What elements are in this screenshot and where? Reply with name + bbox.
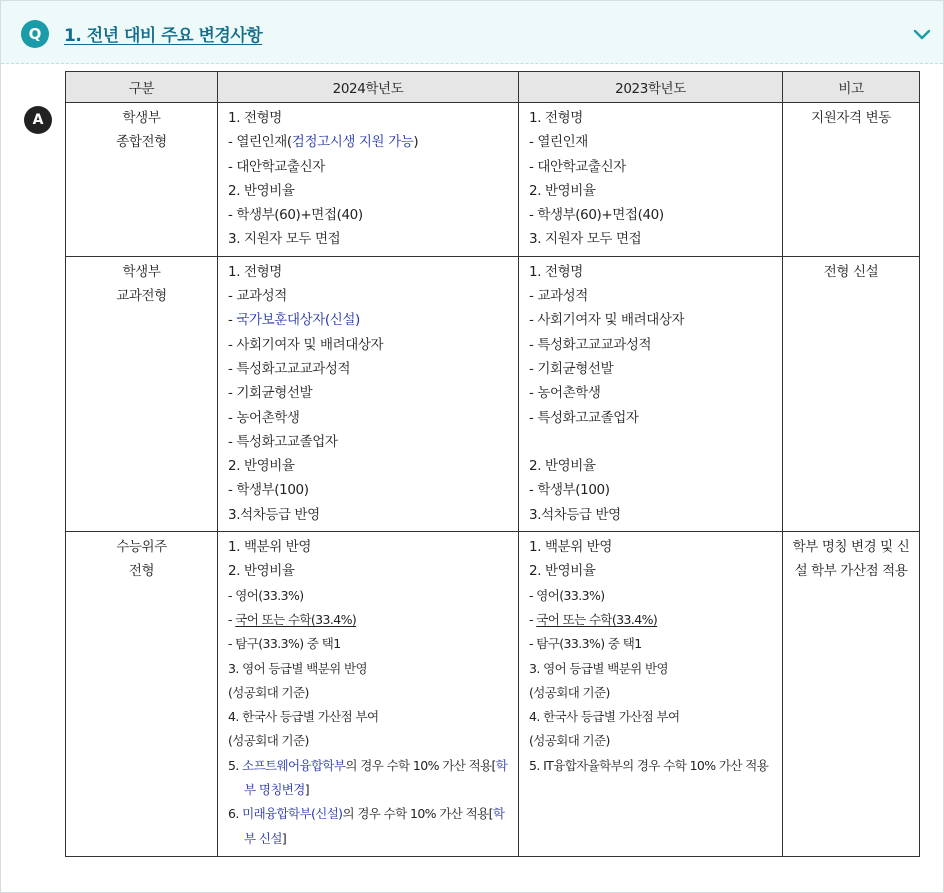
underlined-text: 국어 또는 수학(33.4%): [536, 611, 658, 627]
header-note: 비고: [783, 72, 920, 103]
highlight-text: 국가보훈대상자(신설): [236, 312, 360, 329]
cell-2023: 1. 전형명 - 열린인재 - 대안학교출신자 2. 반영비율 - 학생부(60)+면접(40) 3. 지원자 모두 면접: [519, 103, 783, 257]
category-cell: 학생부 교과전형: [66, 256, 218, 531]
cell-2023: 1. 백분위 반영 2. 반영비율 - 영어(33.3%) - 국어 또는 수학(33.4%) - 탐구(33.3%) 중 택1 3. 영어 등급별 백분위 반영 (성공회대 기준) 4. 한국사 등급별 가산점 부여 (성공회대 기준) 5. IT융합자율학부의 경우 수학 10% 가산 적용: [519, 532, 783, 857]
note-cell: 전형 신설: [783, 256, 920, 531]
question-badge: Q: [21, 20, 49, 48]
header-category: 구분: [66, 72, 218, 103]
spacer: [529, 430, 772, 454]
cell-2024: 1. 전형명 - 교과성적 - 국가보훈대상자(신설) - 사회기여자 및 배려대상자 - 특성화고교교과성적 - 기회균형선발 - 농어촌학생 - 특성화고교졸업자 2. 반영비율 - 학생부(100) 3.석차등급 반영: [218, 256, 519, 531]
highlight-text: 학부 신설: [244, 806, 505, 846]
note-cell: 학부 명칭 변경 및 신설 학부 가산점 적용: [783, 532, 920, 857]
highlight-text: 검정고시생 지원 가능: [291, 134, 414, 151]
highlight-text: 학부 명칭변경: [244, 757, 508, 798]
chevron-down-icon[interactable]: [909, 21, 935, 47]
comparison-table: [65, 71, 920, 857]
table-row: [66, 103, 920, 257]
category-cell: 수능위주 전형: [66, 532, 218, 857]
cell-2024: 1. 전형명 - 열린인재(검정고시생 지원 가능) - 대안학교출신자 2. 반영비율 - 학생부(60)+면접(40) 3. 지원자 모두 면접: [218, 103, 519, 257]
header-2024: 2024학년도: [218, 72, 519, 103]
table-row: [66, 256, 920, 531]
table-header-row: [66, 72, 920, 103]
question-header[interactable]: [1, 1, 943, 64]
highlight-text: 미래융합학부(신설): [242, 806, 343, 822]
highlight-text: 소프트웨어융합학부: [242, 757, 346, 773]
underlined-text: 국어 또는 수학(33.4%): [235, 611, 357, 627]
cell-2023: 1. 전형명 - 교과성적 - 사회기여자 및 배려대상자 - 특성화고교교과성적 - 기회균형선발 - 농어촌학생 - 특성화고교졸업자 2. 반영비율 - 학생부(100) 3.석차등급 반영: [519, 256, 783, 531]
note-cell: 지원자격 변동: [783, 103, 920, 257]
cell-2024: 1. 백분위 반영 2. 반영비율 - 영어(33.3%) - 국어 또는 수학(33.4%) - 탐구(33.3%) 중 택1 3. 영어 등급별 백분위 반영 (성공회대 기준) 4. 한국사 등급별 가산점 부여 (성공회대 기준) 5. 소프트웨어융합학부의 경우 수학 10% 가산 적용[학부 명칭변경] 6. 미래융합학부(신설)의 경우 수학 10% 가산 적용[학부 신설]: [218, 532, 519, 857]
header-2023: 2023학년도: [519, 72, 783, 103]
table-row: [66, 532, 920, 857]
answer-badge: A: [24, 106, 52, 134]
category-cell: 학생부 종합전형: [66, 103, 218, 257]
question-title[interactable]: 1. 전년 대비 주요 변경사항: [64, 26, 263, 46]
